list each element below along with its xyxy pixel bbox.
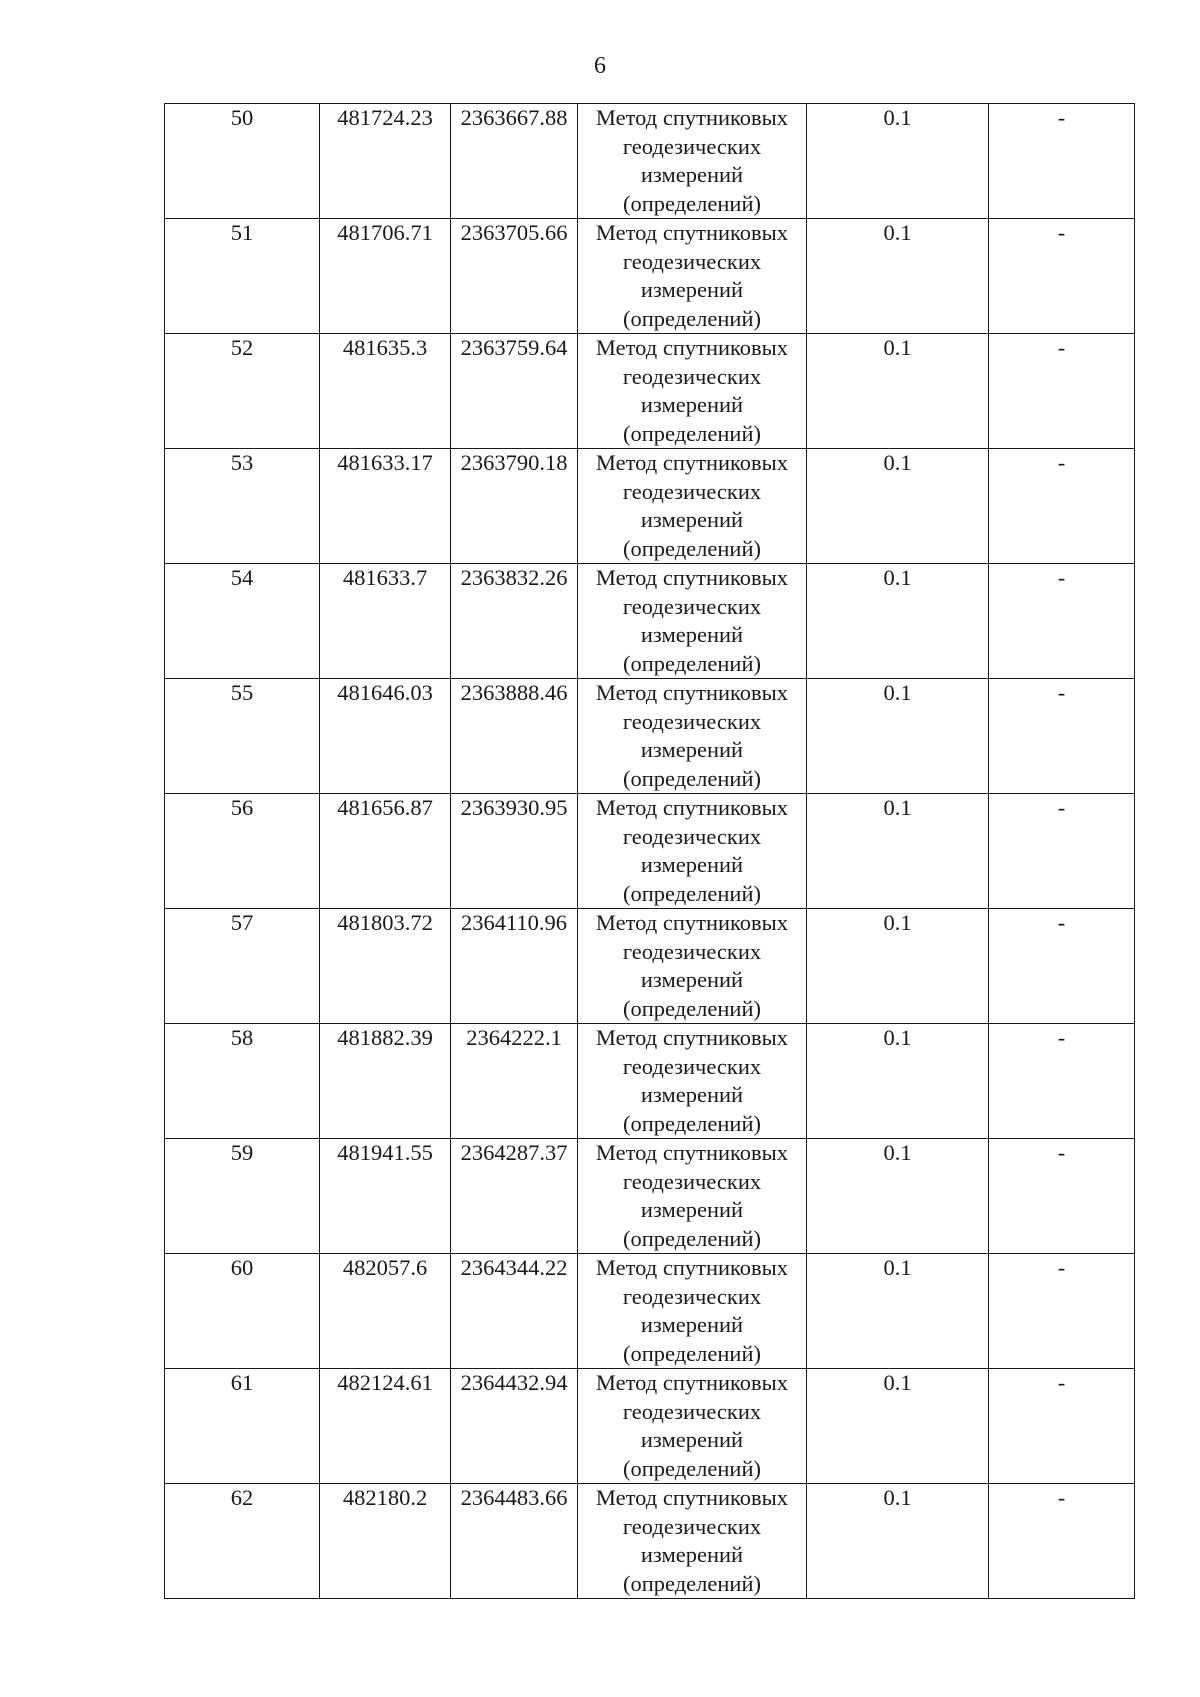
accuracy-cell: 0.1 <box>807 334 989 449</box>
method-line: (определений) <box>623 880 761 906</box>
method-line: (определений) <box>623 190 761 216</box>
x-coordinate-cell: 481882.39 <box>320 1024 451 1139</box>
extra-cell: - <box>989 1139 1135 1254</box>
page-number: 6 <box>594 53 606 79</box>
table-row <box>165 1484 1135 1599</box>
accuracy-cell: 0.1 <box>807 1369 989 1484</box>
accuracy-cell: 0.1 <box>807 679 989 794</box>
method-line: измерений <box>640 507 744 532</box>
method-line: (определений) <box>623 765 761 791</box>
point-number-cell: 54 <box>165 564 320 679</box>
method-line: измерений <box>640 1542 744 1567</box>
method-cell <box>578 219 807 334</box>
method-line: измерений <box>640 1082 744 1107</box>
method-cell <box>578 564 807 679</box>
method-line: (определений) <box>623 535 761 561</box>
extra-cell: - <box>989 334 1135 449</box>
method-line: Метод спутниковых <box>595 910 789 935</box>
method-cell <box>578 1369 807 1484</box>
method-cell <box>578 104 807 219</box>
table-row <box>165 449 1135 564</box>
accuracy-cell: 0.1 <box>807 564 989 679</box>
point-number-cell: 61 <box>165 1369 320 1484</box>
method-line: геодезических <box>622 1398 762 1424</box>
point-number-cell: 53 <box>165 449 320 564</box>
method-line: (определений) <box>623 650 761 676</box>
method-line: Метод спутниковых <box>595 105 789 130</box>
accuracy-cell: 0.1 <box>807 219 989 334</box>
method-cell <box>578 679 807 794</box>
coordinates-table <box>164 103 1135 1599</box>
table-row <box>165 104 1135 219</box>
y-coordinate-cell: 2363832.26 <box>451 564 578 679</box>
method-cell <box>578 909 807 1024</box>
table-row <box>165 1139 1135 1254</box>
method-line: геодезических <box>622 593 762 619</box>
point-number-cell: 56 <box>165 794 320 909</box>
table-row <box>165 909 1135 1024</box>
accuracy-cell: 0.1 <box>807 1254 989 1369</box>
extra-cell: - <box>989 219 1135 334</box>
method-line: (определений) <box>623 1225 761 1251</box>
y-coordinate-cell: 2364222.1 <box>451 1024 578 1139</box>
method-line: геодезических <box>622 1168 762 1194</box>
x-coordinate-cell: 482124.61 <box>320 1369 451 1484</box>
method-line: Метод спутниковых <box>595 1485 789 1510</box>
y-coordinate-cell: 2363930.95 <box>451 794 578 909</box>
y-coordinate-cell: 2364287.37 <box>451 1139 578 1254</box>
point-number-cell: 60 <box>165 1254 320 1369</box>
method-line: измерений <box>640 967 744 992</box>
point-number-cell: 55 <box>165 679 320 794</box>
accuracy-cell: 0.1 <box>807 449 989 564</box>
method-cell <box>578 794 807 909</box>
method-line: геодезических <box>622 708 762 734</box>
y-coordinate-cell: 2364483.66 <box>451 1484 578 1599</box>
method-line: (определений) <box>623 995 761 1021</box>
x-coordinate-cell: 482180.2 <box>320 1484 451 1599</box>
accuracy-cell: 0.1 <box>807 1024 989 1139</box>
method-line: геодезических <box>622 363 762 389</box>
point-number-cell: 62 <box>165 1484 320 1599</box>
method-line: измерений <box>640 1312 744 1337</box>
extra-cell: - <box>989 1024 1135 1139</box>
x-coordinate-cell: 482057.6 <box>320 1254 451 1369</box>
method-line: (определений) <box>623 1110 761 1136</box>
method-line: геодезических <box>622 248 762 274</box>
y-coordinate-cell: 2364110.96 <box>451 909 578 1024</box>
table-row <box>165 1024 1135 1139</box>
method-line: геодезических <box>622 133 762 159</box>
x-coordinate-cell: 481646.03 <box>320 679 451 794</box>
method-cell <box>578 1139 807 1254</box>
method-line: (определений) <box>623 1455 761 1481</box>
point-number-cell: 50 <box>165 104 320 219</box>
method-line: (определений) <box>623 305 761 331</box>
method-cell <box>578 1484 807 1599</box>
point-number-cell: 59 <box>165 1139 320 1254</box>
x-coordinate-cell: 481633.17 <box>320 449 451 564</box>
method-line: геодезических <box>622 1053 762 1079</box>
accuracy-cell: 0.1 <box>807 104 989 219</box>
x-coordinate-cell: 481635.3 <box>320 334 451 449</box>
method-line: (определений) <box>623 1340 761 1366</box>
accuracy-cell: 0.1 <box>807 794 989 909</box>
point-number-cell: 51 <box>165 219 320 334</box>
method-line: Метод спутниковых <box>595 1140 789 1165</box>
x-coordinate-cell: 481941.55 <box>320 1139 451 1254</box>
y-coordinate-cell: 2363759.64 <box>451 334 578 449</box>
method-line: геодезических <box>622 823 762 849</box>
table-row <box>165 219 1135 334</box>
y-coordinate-cell: 2364344.22 <box>451 1254 578 1369</box>
extra-cell: - <box>989 1369 1135 1484</box>
extra-cell: - <box>989 1484 1135 1599</box>
method-line: измерений <box>640 1197 744 1222</box>
extra-cell: - <box>989 564 1135 679</box>
extra-cell: - <box>989 794 1135 909</box>
method-line: измерений <box>640 622 744 647</box>
y-coordinate-cell: 2363667.88 <box>451 104 578 219</box>
x-coordinate-cell: 481633.7 <box>320 564 451 679</box>
method-cell <box>578 1024 807 1139</box>
x-coordinate-cell: 481706.71 <box>320 219 451 334</box>
x-coordinate-cell: 481803.72 <box>320 909 451 1024</box>
accuracy-cell: 0.1 <box>807 1484 989 1599</box>
table-row <box>165 564 1135 679</box>
extra-cell: - <box>989 104 1135 219</box>
method-cell <box>578 1254 807 1369</box>
method-line: Метод спутниковых <box>595 1255 789 1280</box>
extra-cell: - <box>989 909 1135 1024</box>
table-body <box>165 104 1135 1599</box>
method-line: измерений <box>640 737 744 762</box>
method-line: Метод спутниковых <box>595 450 789 475</box>
x-coordinate-cell: 481724.23 <box>320 104 451 219</box>
point-number-cell: 57 <box>165 909 320 1024</box>
method-line: (определений) <box>623 420 761 446</box>
method-line: Метод спутниковых <box>595 795 789 820</box>
point-number-cell: 52 <box>165 334 320 449</box>
method-line: измерений <box>640 852 744 877</box>
point-number-cell: 58 <box>165 1024 320 1139</box>
method-line: геодезических <box>622 1513 762 1539</box>
extra-cell: - <box>989 1254 1135 1369</box>
accuracy-cell: 0.1 <box>807 909 989 1024</box>
method-line: измерений <box>640 277 744 302</box>
table-row <box>165 1369 1135 1484</box>
method-line: измерений <box>640 392 744 417</box>
method-line: Метод спутниковых <box>595 680 789 705</box>
y-coordinate-cell: 2364432.94 <box>451 1369 578 1484</box>
method-cell <box>578 334 807 449</box>
table-row <box>165 1254 1135 1369</box>
table-row <box>165 334 1135 449</box>
table-row <box>165 679 1135 794</box>
y-coordinate-cell: 2363790.18 <box>451 449 578 564</box>
table-row <box>165 794 1135 909</box>
method-line: Метод спутниковых <box>595 1370 789 1395</box>
y-coordinate-cell: 2363888.46 <box>451 679 578 794</box>
x-coordinate-cell: 481656.87 <box>320 794 451 909</box>
method-line: геодезических <box>622 478 762 504</box>
method-line: Метод спутниковых <box>595 335 789 360</box>
method-line: (определений) <box>623 1570 761 1596</box>
method-line: геодезических <box>622 1283 762 1309</box>
accuracy-cell: 0.1 <box>807 1139 989 1254</box>
method-line: Метод спутниковых <box>595 1025 789 1050</box>
y-coordinate-cell: 2363705.66 <box>451 219 578 334</box>
method-line: Метод спутниковых <box>595 565 789 590</box>
extra-cell: - <box>989 449 1135 564</box>
method-cell <box>578 449 807 564</box>
extra-cell: - <box>989 679 1135 794</box>
method-line: Метод спутниковых <box>595 220 789 245</box>
method-line: измерений <box>640 162 744 187</box>
method-line: геодезических <box>622 938 762 964</box>
method-line: измерений <box>640 1427 744 1452</box>
